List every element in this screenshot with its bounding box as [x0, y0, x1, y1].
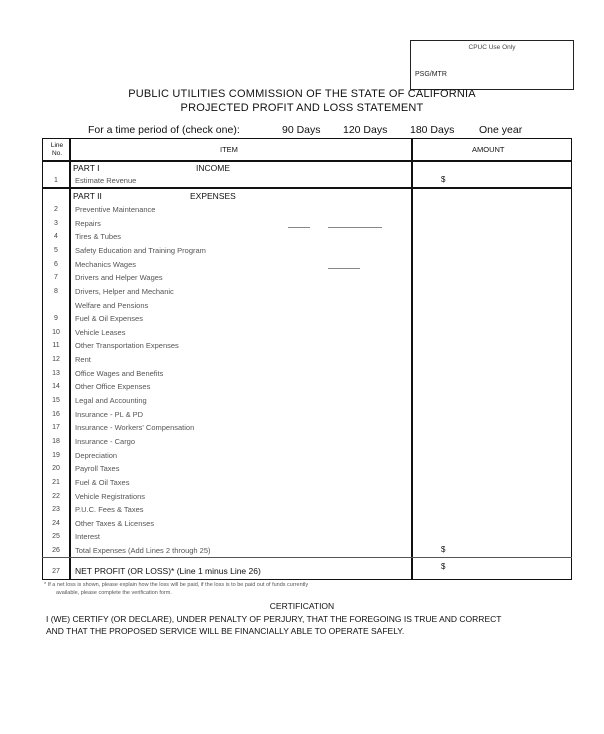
item-depreciation: Depreciation	[75, 451, 118, 460]
income-divider	[42, 187, 572, 189]
form-title-agency: PUBLIC UTILITIES COMMISSION OF THE STATE OF CALIFORNIA	[128, 88, 476, 100]
item-driver-helper-wages: Drivers and Helper Wages	[75, 273, 163, 282]
item-rent: Rent	[75, 355, 91, 364]
revenue-currency[interactable]: $	[441, 175, 446, 184]
form-title-statement: PROJECTED PROFIT AND LOSS STATEMENT	[180, 102, 424, 114]
line-no-3: 3	[54, 220, 58, 227]
item-insurance-workers-comp: Insurance - Workers' Compensation	[75, 423, 195, 432]
line-no-9: 9	[54, 315, 58, 322]
col-item: ITEM	[220, 145, 238, 154]
period-prompt: For a time period of (check one):	[88, 124, 240, 136]
part2-label: PART II	[73, 191, 102, 201]
line-no-13: 13	[52, 370, 60, 377]
item-vehicle-leases: Vehicle Leases	[75, 328, 126, 337]
repairs-blank-b[interactable]	[328, 227, 382, 228]
item-insurance-cargo: Insurance - Cargo	[75, 437, 136, 446]
item-other-transportation: Other Transportation Expenses	[75, 341, 179, 350]
line-no-16: 16	[52, 411, 60, 418]
item-safety-education: Safety Education and Training Program	[75, 246, 206, 255]
psg-mtr-label: PSG/MTR	[415, 71, 447, 78]
col-amount: AMOUNT	[472, 145, 505, 154]
line-no-23: 23	[52, 506, 60, 513]
line-no-15: 15	[52, 397, 60, 404]
item-interest: Interest	[75, 532, 101, 541]
line-no-20: 20	[52, 465, 60, 472]
item-tires-tubes: Tires & Tubes	[75, 232, 121, 241]
line-no-25: 25	[52, 533, 60, 540]
line-no-19: 19	[52, 452, 60, 459]
line-no-27: 27	[52, 568, 60, 575]
line-no-11: 11	[52, 342, 60, 349]
period-option-90[interactable]: 90 Days	[282, 124, 321, 136]
line-no-5: 5	[54, 247, 58, 254]
period-option-180[interactable]: 180 Days	[410, 124, 455, 136]
item-legal-accounting: Legal and Accounting	[75, 396, 147, 405]
cpuc-use-box	[410, 40, 574, 90]
period-option-120[interactable]: 120 Days	[343, 124, 388, 136]
repairs-blank-a[interactable]	[288, 227, 310, 228]
certification-line-1: I (WE) CERTIFY (OR DECLARE), UNDER PENALTY OF PERJURY, THAT THE FOREGOING IS TRUE AND CORRECT	[46, 614, 502, 624]
item-estimate-revenue: Estimate Revenue	[75, 176, 137, 185]
item-vehicle-registrations: Vehicle Registrations	[75, 492, 146, 501]
part1-title: INCOME	[196, 163, 230, 173]
item-drivers-helper-mechanic: Drivers, Helper and Mechanic	[75, 287, 174, 296]
item-other-taxes-licenses: Other Taxes & Licenses	[75, 519, 155, 528]
part1-label: PART I	[73, 163, 100, 173]
line-no-12: 12	[52, 356, 60, 363]
item-office-wages: Office Wages and Benefits	[75, 369, 164, 378]
item-payroll-taxes: Payroll Taxes	[75, 464, 120, 473]
line-no-14: 14	[52, 383, 60, 390]
certification-title: CERTIFICATION	[269, 601, 335, 611]
line-no-10: 10	[52, 329, 60, 336]
item-other-office-expenses: Other Office Expenses	[75, 382, 151, 391]
amount-col-divider	[411, 138, 413, 580]
period-option-year[interactable]: One year	[479, 124, 523, 136]
item-puc-fees-taxes: P.U.C. Fees & Taxes	[75, 505, 144, 514]
header-divider	[42, 160, 572, 162]
line-no-7: 7	[54, 274, 58, 281]
line-no-4: 4	[54, 233, 58, 240]
item-insurance-pl-pd: Insurance - PL & PD	[75, 410, 144, 419]
line-no-8: 8	[54, 288, 58, 295]
total-expenses-currency[interactable]: $	[441, 545, 446, 554]
line-no-1: 1	[54, 177, 58, 184]
line-no-17: 17	[52, 424, 60, 431]
footnote-line-1: * If a net loss is shown, please explain how the loss will be paid, if the loss is to be paid out of funds currently	[44, 582, 309, 588]
line-no-21: 21	[52, 479, 60, 486]
line-no-2: 2	[54, 206, 58, 213]
item-fuel-oil-expenses: Fuel & Oil Expenses	[75, 314, 143, 323]
item-welfare-pensions: Welfare and Pensions	[75, 301, 149, 310]
line-no-18: 18	[52, 438, 60, 445]
item-repairs: Repairs	[75, 219, 101, 228]
item-fuel-oil-taxes: Fuel & Oil Taxes	[75, 478, 130, 487]
footnote-line-2: available, please complete the verification form.	[56, 590, 172, 596]
mechanics-wages-blank[interactable]	[328, 268, 360, 269]
net-profit-currency[interactable]: $	[441, 562, 446, 571]
item-net-profit: NET PROFIT (OR LOSS)* (Line 1 minus Line 26)	[75, 566, 261, 576]
line-no-22: 22	[52, 493, 60, 500]
line-no-24: 24	[52, 520, 60, 527]
net-divider	[42, 557, 572, 558]
line-no-6: 6	[54, 261, 58, 268]
line-no-26: 26	[52, 547, 60, 554]
cpuc-use-label: CPUC Use Only	[468, 44, 516, 51]
part2-title: EXPENSES	[190, 191, 236, 201]
certification-line-2: AND THAT THE PROPOSED SERVICE WILL BE FINANCIALLY ABLE TO OPERATE SAFELY.	[46, 626, 405, 636]
col-line-no: Line No.	[50, 142, 64, 157]
item-preventive-maintenance: Preventive Maintenance	[75, 205, 156, 214]
item-total-expenses: Total Expenses (Add Lines 2 through 25)	[75, 546, 211, 555]
item-mechanics-wages: Mechanics Wages	[75, 260, 136, 269]
